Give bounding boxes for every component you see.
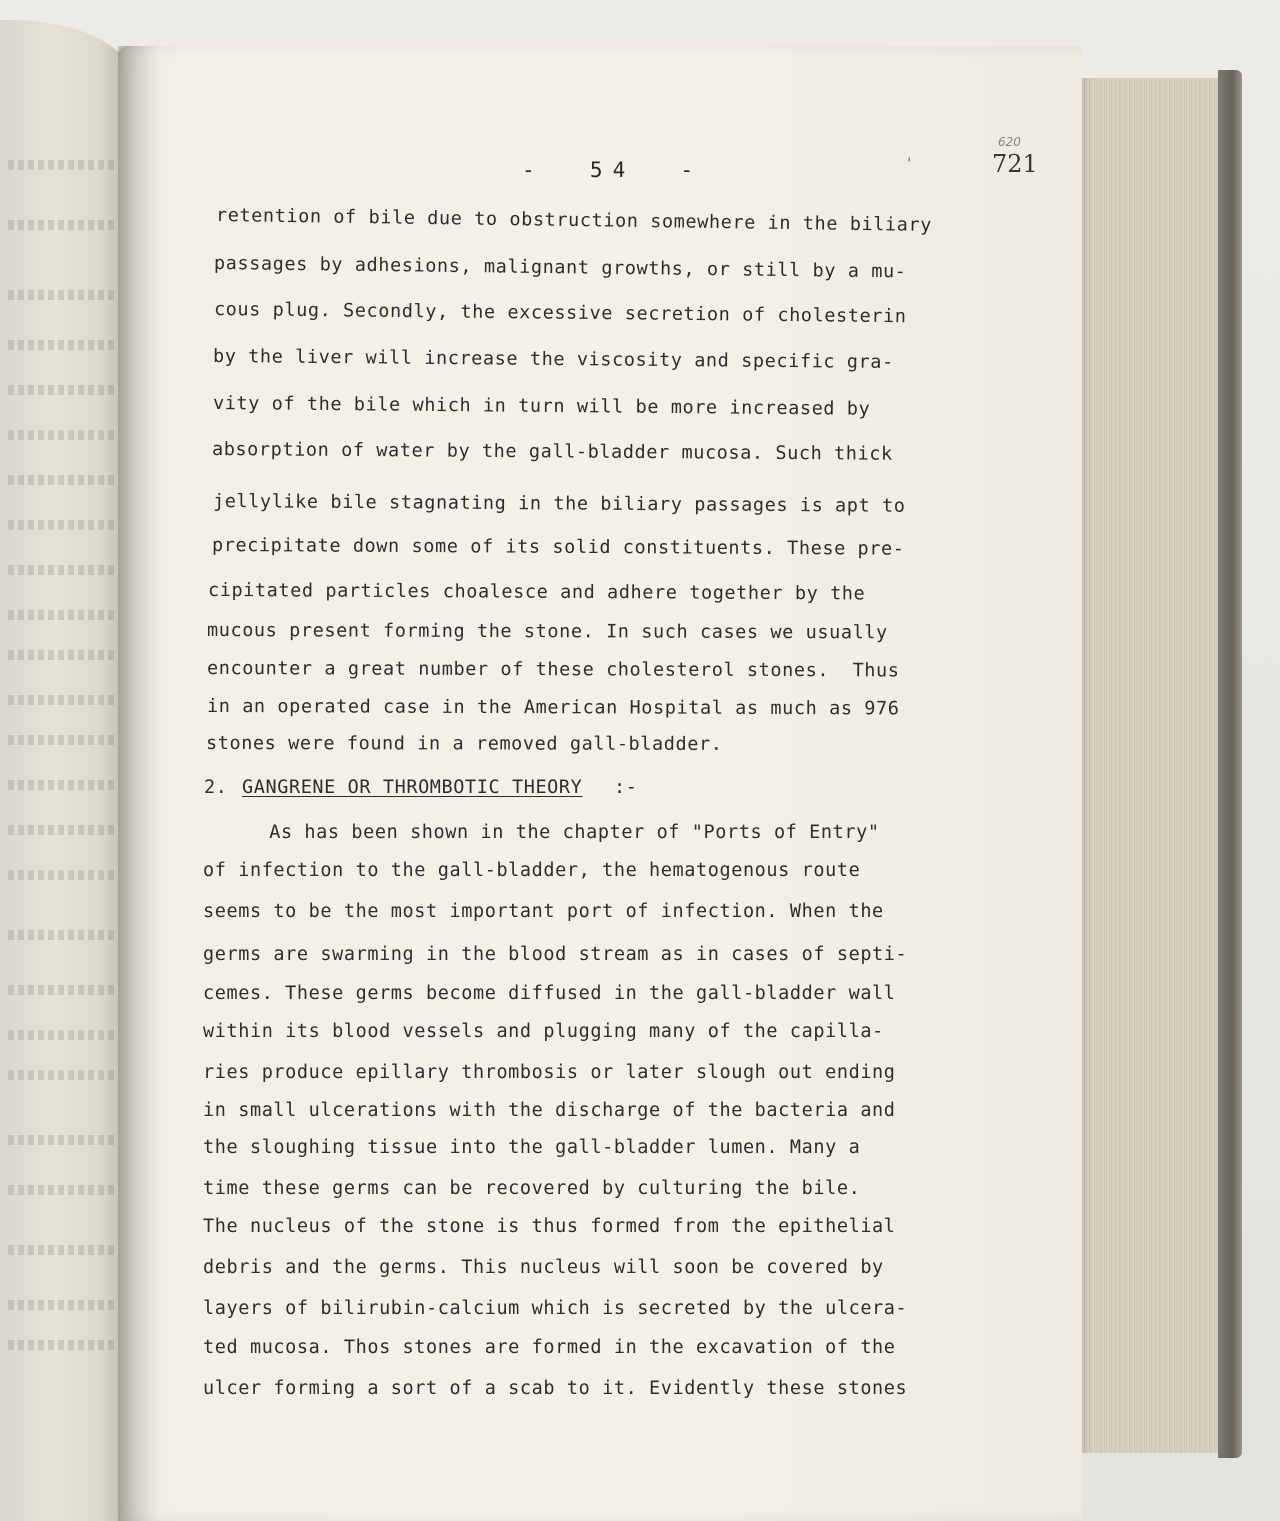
text-line: cemes. These germs become diffused in the gall-bladder wall: [203, 983, 896, 1004]
text-line: seems to be the most important port of infection. When the: [203, 901, 884, 922]
text-line: within its blood vessels and plugging many of the capilla-: [203, 1021, 884, 1042]
text-line: passages by adhesions, malignant growths, or still by a mu-: [213, 253, 907, 283]
text-line: cipitated particles choalesce and adhere together by the: [207, 580, 866, 605]
text-line: stones were found in a removed gall-bladder.: [205, 733, 723, 755]
text-line: cous plug. Secondly, the excessive secretion of cholesterin: [213, 299, 907, 328]
text-line: vity of the bile which in turn will be more increased by: [212, 393, 871, 420]
stray-mark: ': [905, 156, 914, 172]
text-line: layers of bilirubin-calcium which is secreted by the ulcera-: [203, 1298, 908, 1319]
text-line: ries produce epillary thrombosis or later slough out ending: [203, 1062, 896, 1083]
text-line: in an operated case in the American Hospital as much as 976: [206, 696, 900, 720]
text-line: in small ulcerations with the discharge of the bacteria and: [203, 1100, 896, 1121]
text-line: debris and the germs. This nucleus will soon be covered by: [203, 1257, 884, 1278]
text-line: precipitate down some of its solid constituents. These pre-: [211, 535, 905, 560]
section-heading-suffix: :-: [614, 777, 638, 798]
page-number: - 54 -: [522, 158, 704, 182]
section-heading: GANGRENE OR THROMBOTIC THEORY: [242, 777, 583, 798]
book-cover-edge: [1218, 70, 1242, 1458]
text-line: germs are swarming in the blood stream as in cases of septi-: [203, 944, 908, 965]
text-line: ted mucosa. Thos stones are formed in the excavation of the: [203, 1337, 896, 1358]
text-line: absorption of water by the gall-bladder mucosa. Such thick: [211, 439, 893, 465]
text-line: As has been shown in the chapter of "Ports of Entry": [234, 822, 880, 843]
text-line: mucous present forming the stone. In such cases we usually: [206, 620, 888, 644]
page-stack-edge: [1075, 78, 1235, 1453]
text-line: jellylike bile stagnating in the biliary passages is apt to: [212, 491, 906, 517]
text-line: time these germs can be recovered by culturing the bile.: [203, 1178, 861, 1199]
text-line: the sloughing tissue into the gall-bladder lumen. Many a: [203, 1137, 861, 1158]
section-number: 2.: [204, 777, 240, 798]
text-line: of infection to the gall-bladder, the hematogenous route: [203, 860, 861, 881]
text-line: The nucleus of the stone is thus formed from the epithelial: [203, 1216, 896, 1237]
gutter-shadow: [118, 46, 158, 1521]
text-line: retention of bile due to obstruction somewhere in the biliary: [215, 205, 933, 236]
facing-page-left: [0, 20, 132, 1521]
text-line: ulcer forming a sort of a scab to it. Evidently these stones: [203, 1378, 908, 1399]
folio-pencil-note: 620: [998, 135, 1021, 149]
text-line: by the liver will increase the viscosity and specific gra-: [212, 346, 894, 373]
folio-number: 721: [992, 150, 1038, 178]
text-line: encounter a great number of these cholesterol stones. Thus: [206, 658, 900, 682]
